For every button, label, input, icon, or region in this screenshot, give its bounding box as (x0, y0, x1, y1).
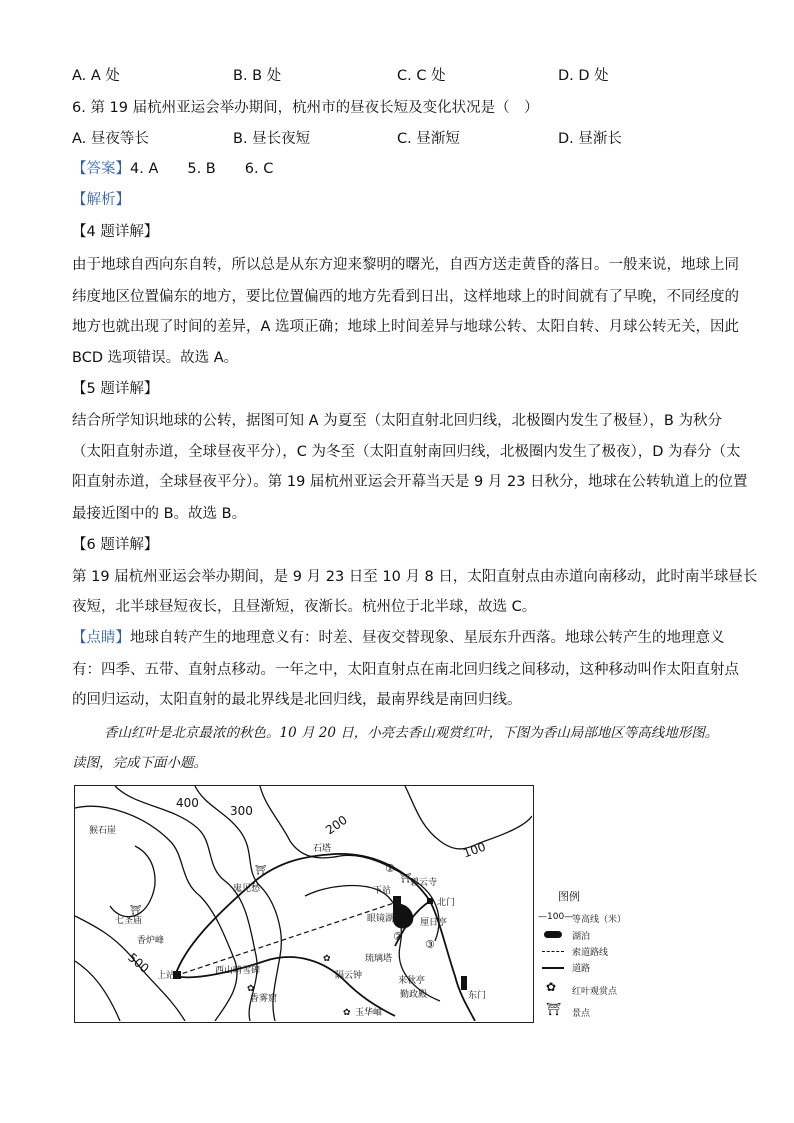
place-laiqiuting: 来秋亭 (398, 976, 426, 986)
lake-shape (393, 903, 413, 928)
contour-label-400: 400 (176, 796, 199, 810)
detail-5-line-4: 最接近图中的 B。故选 B。 (72, 506, 247, 522)
contour-map (74, 785, 534, 1023)
place-beimen: 北门 (437, 898, 456, 908)
scenic-spot-icon: ⛩ (546, 1002, 562, 1016)
legend-road-icon (542, 967, 564, 969)
tips-text-1: 地球自转产生的地理意义有：时差、昼夜交替现象、星辰东升西落。地球公转产生的地理意义 (130, 630, 725, 646)
place-geyunzhong: 隔云钟 (335, 971, 363, 981)
answer-text: 4. A 5. B 6. C (130, 161, 274, 177)
answer-label: 【答案】 (72, 161, 130, 177)
legend-red-leaf: 红叶观赏点 (572, 987, 618, 997)
circled-2: ② (393, 930, 403, 943)
legend-title: 图例 (558, 890, 580, 903)
analysis-label: 【解析】 (72, 192, 130, 208)
lower-station-marker (393, 896, 401, 904)
option-d: D. D 处 (558, 68, 609, 84)
detail-4-line-1: 由于地球自西向东自转，所以总是从东方迎来黎明的曙光，自西方送走黄昏的落日。一般来说，地球上同 (72, 257, 739, 273)
place-qishengmiao: 七圣庙 (115, 916, 143, 926)
detail-5-line-1: 结合所学知识地球的公转，据图可知 A 为夏至（太阳直射北回归线，北极圈内发生了极昼），B 为秋分 (72, 413, 722, 429)
place-yuhuaxiu: 玉华岫 (355, 1008, 383, 1018)
place-xishanqingxuebei: 西山晴雪碑 (215, 966, 261, 976)
contour-label-100: 100 (461, 839, 488, 861)
detail-5-line-2: （太阳直射赤道，全球昼夜平分），C 为冬至（太阳直射南回归线，北极圈内发生了极夜），D 为春分（太 (72, 444, 741, 460)
place-shita: 石塔 (313, 844, 332, 854)
place-qinzhengdian: 勤政殿 (400, 990, 428, 1000)
contour-300-line (195, 786, 281, 1021)
place-xiazhan: 下站 (373, 886, 392, 896)
legend-road: 道路 (572, 964, 591, 974)
legend-cableway-icon (542, 951, 564, 952)
detail-6-line-1: 第 19 届杭州亚运会举办期间，是 9 月 23 日至 10 月 8 日，太阳直射点由赤道向南移动，此时南半球昼长 (72, 569, 758, 585)
place-biyunsi: 碧云寺 (410, 878, 438, 888)
place-xianglufeng: 香炉峰 (137, 936, 165, 946)
scenic-spot-icon: ⛩ (400, 874, 412, 884)
red-leaf-spot-icon: ✿ (247, 984, 255, 994)
detail-4-line-3: 地方也就出现了时间的差异，A 选项正确；地球上时间差异与地球公转、太阳自转、月球公转无关，因此 (72, 319, 740, 335)
red-leaf-spot-icon: ✿ (546, 980, 557, 994)
answer-row (72, 159, 273, 179)
place-liulita: 琉璃塔 (365, 954, 393, 964)
tips-line-2: 有：四季、五带、直射点移动。一年之中，太阳直射点在南北回归线之间移动，这种移动叫作太阳直射点 (72, 662, 739, 678)
contour-100-line (405, 786, 532, 849)
contour-west-line (75, 916, 185, 1021)
red-leaf-spot-icon: ✿ (323, 954, 331, 964)
question-6-stem: 6. 第 19 届杭州亚运会举办期间，杭州市的昼夜长短及变化状况是（ ） (72, 100, 539, 116)
place-xiangwuku: 香雾窟 (250, 994, 278, 1004)
detail-5-line-3: 阳直射赤道，全球昼夜平分）。第 19 届杭州亚运会开幕当天是 9 月 23 日秋分，地球在公转轨道上的位置 (72, 474, 748, 490)
contour-lines-svg (75, 786, 532, 1021)
detail-4-line-4: BCD 选项错误。故选 A。 (72, 350, 239, 366)
place-shangzhan: 上站 (157, 971, 176, 981)
place-ririting: 厘日亭 (420, 918, 448, 928)
circled-1: ① (385, 862, 395, 875)
detail-4-line-2: 纬度地区位置偏东的地方，要比位置偏西的地方先看到日出，这样地球上的时间就有了早晚，不同经度的 (72, 289, 739, 305)
q6-option-a: A. 昼夜等长 (72, 131, 149, 147)
detail-4-title: 【4 题详解】 (72, 224, 159, 240)
intro-line-2: 读图，完成下面小题。 (72, 755, 207, 771)
legend-lake: 湖泊 (572, 932, 591, 942)
tips-line-3: 的回归运动，太阳直射的最北界线是北回归线，最南界线是南回归线。 (72, 692, 522, 708)
place-guijianchou: 鬼见愁 (233, 884, 261, 894)
detail-5-title: 【5 题详解】 (72, 381, 159, 397)
option-a: A. A 处 (72, 68, 120, 84)
legend-contour-sample: —100— (538, 912, 574, 922)
north-gate-marker (427, 898, 433, 904)
scenic-spot-icon: ⛩ (255, 866, 267, 876)
legend-cableway: 索道路线 (572, 948, 609, 958)
detail-6-line-2: 夜短，北半球昼短夜长，且昼渐短，夜渐长。杭州位于北半球，故选 C。 (72, 599, 537, 615)
map-legend (538, 888, 658, 1028)
contour-500-line (75, 806, 237, 1021)
tips-line-1 (72, 628, 725, 648)
legend-lake-icon (544, 931, 562, 938)
east-gate-marker (461, 976, 467, 990)
legend-contour: 等高线（米） (572, 915, 627, 925)
scenic-spot-icon: ⛩ (130, 906, 142, 916)
q6-option-d: D. 昼渐长 (558, 131, 622, 147)
contour-label-300: 300 (230, 804, 253, 818)
q6-option-b: B. 昼长夜短 (233, 131, 311, 147)
tips-label: 【点睛】 (72, 630, 130, 646)
place-dongmen: 东门 (468, 991, 487, 1001)
contour-southwest-line (75, 961, 120, 1021)
detail-6-title: 【6 题详解】 (72, 537, 159, 553)
circled-3: ③ (425, 938, 435, 951)
option-c: C. C 处 (397, 68, 446, 84)
q6-option-c: C. 昼渐短 (397, 131, 460, 147)
place-houshiya: 猴石崖 (89, 826, 117, 836)
legend-scenic-spot: 景点 (572, 1009, 591, 1019)
contour-label-500: 500 (125, 950, 152, 976)
option-b: B. B 处 (233, 68, 282, 84)
place-yanjinghu: 眼镜湖 (367, 914, 395, 924)
cableway-line (175, 901, 400, 976)
red-leaf-spot-icon: ✿ (343, 1008, 351, 1018)
contour-label-200: 200 (323, 812, 350, 838)
intro-line-1: 香山红叶是北京最浓的秋色。10 月 20 日，小亮去香山观赏红叶，下图为香山局部地区等高线地形图。 (104, 725, 719, 741)
